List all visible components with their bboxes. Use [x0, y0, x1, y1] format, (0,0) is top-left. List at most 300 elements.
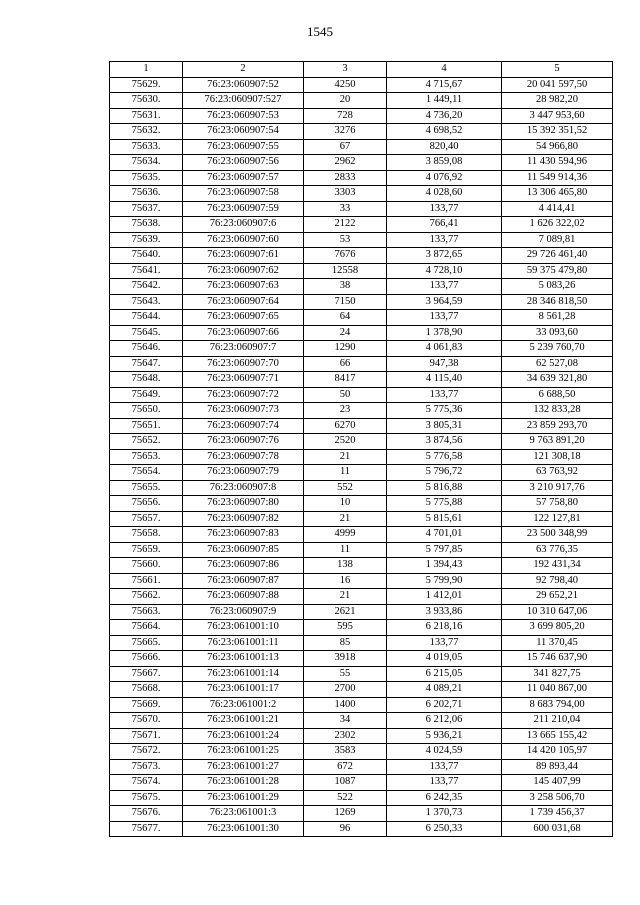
- cadastral-number-cell: 76:23:060907:6: [183, 217, 304, 233]
- specific-value-cell: 766,41: [387, 217, 502, 233]
- specific-value-cell: 5 936,21: [387, 728, 502, 744]
- cadastral-number-cell: 76:23:060907:8: [183, 480, 304, 496]
- row-number-cell: 75658.: [110, 527, 183, 543]
- specific-value-cell: 4 736,20: [387, 108, 502, 124]
- area-cell: 2962: [304, 155, 387, 171]
- specific-value-cell: 5 797,85: [387, 542, 502, 558]
- specific-value-cell: 4 728,10: [387, 263, 502, 279]
- cadastral-number-cell: 76:23:060907:65: [183, 310, 304, 326]
- cadastral-number-cell: 76:23:060907:53: [183, 108, 304, 124]
- row-number-cell: 75651.: [110, 418, 183, 434]
- cadastral-value-cell: 15 746 637,90: [502, 651, 613, 667]
- table-row: [110, 341, 613, 357]
- area-cell: 3276: [304, 124, 387, 140]
- specific-value-cell: 5 775,88: [387, 496, 502, 512]
- area-cell: 2700: [304, 682, 387, 698]
- area-cell: 522: [304, 790, 387, 806]
- cadastral-value-cell: 28 982,20: [502, 93, 613, 109]
- column-header-1: 1: [110, 62, 183, 78]
- row-number-cell: 75649.: [110, 387, 183, 403]
- cadastral-value-cell: 13 665 155,42: [502, 728, 613, 744]
- specific-value-cell: 5 815,61: [387, 511, 502, 527]
- table-row: [110, 387, 613, 403]
- cadastral-number-cell: 76:23:060907:55: [183, 139, 304, 155]
- cadastral-value-cell: 34 639 321,80: [502, 372, 613, 388]
- row-number-cell: 75640.: [110, 248, 183, 264]
- area-cell: 2122: [304, 217, 387, 233]
- cadastral-number-cell: 76:23:061001:27: [183, 759, 304, 775]
- specific-value-cell: 820,40: [387, 139, 502, 155]
- table-row: [110, 620, 613, 636]
- cadastral-value-cell: 29 726 461,40: [502, 248, 613, 264]
- table-row: [110, 651, 613, 667]
- specific-value-cell: 5 775,36: [387, 403, 502, 419]
- table-row: [110, 217, 613, 233]
- cadastral-value-cell: 341 827,75: [502, 666, 613, 682]
- cadastral-value-cell: 20 041 597,50: [502, 77, 613, 93]
- specific-value-cell: 4 701,01: [387, 527, 502, 543]
- specific-value-cell: 4 019,05: [387, 651, 502, 667]
- cadastral-value-cell: 600 031,68: [502, 821, 613, 837]
- area-cell: 7150: [304, 294, 387, 310]
- row-number-cell: 75631.: [110, 108, 183, 124]
- row-number-cell: 75656.: [110, 496, 183, 512]
- cadastral-value-cell: 23 859 293,70: [502, 418, 613, 434]
- row-number-cell: 75659.: [110, 542, 183, 558]
- cadastral-value-cell: 192 431,34: [502, 558, 613, 574]
- row-number-cell: 75637.: [110, 201, 183, 217]
- area-cell: 53: [304, 232, 387, 248]
- cadastral-number-cell: 76:23:060907:61: [183, 248, 304, 264]
- table-row: [110, 325, 613, 341]
- row-number-cell: 75646.: [110, 341, 183, 357]
- area-cell: 672: [304, 759, 387, 775]
- specific-value-cell: 5 776,58: [387, 449, 502, 465]
- specific-value-cell: 4 115,40: [387, 372, 502, 388]
- row-number-cell: 75676.: [110, 806, 183, 822]
- table-row: [110, 759, 613, 775]
- table-row: [110, 418, 613, 434]
- cadastral-value-cell: 28 346 818,50: [502, 294, 613, 310]
- cadastral-value-cell: 8 683 794,00: [502, 697, 613, 713]
- area-cell: 6270: [304, 418, 387, 434]
- row-number-cell: 75630.: [110, 93, 183, 109]
- table-row: [110, 310, 613, 326]
- cadastral-value-cell: 92 798,40: [502, 573, 613, 589]
- cadastral-number-cell: 76:23:060907:64: [183, 294, 304, 310]
- table-row: [110, 108, 613, 124]
- cadastral-number-cell: 76:23:060907:7: [183, 341, 304, 357]
- row-number-cell: 75662.: [110, 589, 183, 605]
- area-cell: 7676: [304, 248, 387, 264]
- row-number-cell: 75669.: [110, 697, 183, 713]
- cadastral-value-cell: 211 210,04: [502, 713, 613, 729]
- cadastral-value-cell: 57 758,80: [502, 496, 613, 512]
- specific-value-cell: 133,77: [387, 775, 502, 791]
- cadastral-number-cell: 76:23:060907:527: [183, 93, 304, 109]
- area-cell: 10: [304, 496, 387, 512]
- table-row: [110, 77, 613, 93]
- cadastral-value-cell: 23 500 348,99: [502, 527, 613, 543]
- cadastral-number-cell: 76:23:060907:83: [183, 527, 304, 543]
- cadastral-number-cell: 76:23:061001:30: [183, 821, 304, 837]
- area-cell: 3918: [304, 651, 387, 667]
- specific-value-cell: 1 449,11: [387, 93, 502, 109]
- area-cell: 55: [304, 666, 387, 682]
- specific-value-cell: 3 805,31: [387, 418, 502, 434]
- area-cell: 20: [304, 93, 387, 109]
- specific-value-cell: 3 874,56: [387, 434, 502, 450]
- cadastral-number-cell: 76:23:060907:57: [183, 170, 304, 186]
- row-number-cell: 75648.: [110, 372, 183, 388]
- cadastral-value-cell: 121 308,18: [502, 449, 613, 465]
- cadastral-value-cell: 29 652,21: [502, 589, 613, 605]
- area-cell: 8417: [304, 372, 387, 388]
- specific-value-cell: 133,77: [387, 201, 502, 217]
- row-number-cell: 75661.: [110, 573, 183, 589]
- table-row: [110, 356, 613, 372]
- area-cell: 67: [304, 139, 387, 155]
- area-cell: 21: [304, 589, 387, 605]
- cadastral-value-cell: 89 893,44: [502, 759, 613, 775]
- area-cell: 1400: [304, 697, 387, 713]
- table-row: [110, 806, 613, 822]
- row-number-cell: 75647.: [110, 356, 183, 372]
- cadastral-value-cell: 6 688,50: [502, 387, 613, 403]
- cadastral-value-cell: 15 392 351,52: [502, 124, 613, 140]
- cadastral-value-cell: 63 776,35: [502, 542, 613, 558]
- table-row: [110, 604, 613, 620]
- cadastral-value-cell: 13 306 465,80: [502, 186, 613, 202]
- area-cell: 4999: [304, 527, 387, 543]
- table-row: [110, 139, 613, 155]
- row-number-cell: 75657.: [110, 511, 183, 527]
- area-cell: 24: [304, 325, 387, 341]
- table-row: [110, 527, 613, 543]
- cadastral-number-cell: 76:23:060907:59: [183, 201, 304, 217]
- area-cell: 11: [304, 542, 387, 558]
- row-number-cell: 75650.: [110, 403, 183, 419]
- cadastral-number-cell: 76:23:060907:72: [183, 387, 304, 403]
- cadastral-number-cell: 76:23:060907:74: [183, 418, 304, 434]
- row-number-cell: 75663.: [110, 604, 183, 620]
- cadastral-value-table: [109, 61, 613, 837]
- table-row: [110, 93, 613, 109]
- cadastral-number-cell: 76:23:060907:60: [183, 232, 304, 248]
- table-row: [110, 279, 613, 295]
- row-number-cell: 75671.: [110, 728, 183, 744]
- table-row: [110, 682, 613, 698]
- specific-value-cell: 133,77: [387, 387, 502, 403]
- area-cell: 96: [304, 821, 387, 837]
- cadastral-value-cell: 9 763 891,20: [502, 434, 613, 450]
- table-row: [110, 434, 613, 450]
- row-number-cell: 75654.: [110, 465, 183, 481]
- cadastral-number-cell: 76:23:060907:88: [183, 589, 304, 605]
- cadastral-value-cell: 63 763,92: [502, 465, 613, 481]
- table-row: [110, 201, 613, 217]
- cadastral-number-cell: 76:23:060907:79: [183, 465, 304, 481]
- cadastral-value-cell: 8 561,28: [502, 310, 613, 326]
- specific-value-cell: 4 061,83: [387, 341, 502, 357]
- cadastral-value-cell: 3 699 805,20: [502, 620, 613, 636]
- table-row: [110, 155, 613, 171]
- area-cell: 552: [304, 480, 387, 496]
- area-cell: 2833: [304, 170, 387, 186]
- specific-value-cell: 6 202,71: [387, 697, 502, 713]
- specific-value-cell: 1 394,43: [387, 558, 502, 574]
- cadastral-value-cell: 122 127,81: [502, 511, 613, 527]
- cadastral-number-cell: 76:23:061001:2: [183, 697, 304, 713]
- cadastral-number-cell: 76:23:060907:78: [183, 449, 304, 465]
- cadastral-value-cell: 3 210 917,76: [502, 480, 613, 496]
- cadastral-value-cell: 11 040 867,00: [502, 682, 613, 698]
- cadastral-value-cell: 59 375 479,80: [502, 263, 613, 279]
- row-number-cell: 75660.: [110, 558, 183, 574]
- area-cell: 1087: [304, 775, 387, 791]
- specific-value-cell: 1 412,01: [387, 589, 502, 605]
- cadastral-value-cell: 54 966,80: [502, 139, 613, 155]
- cadastral-value-cell: 5 083,26: [502, 279, 613, 295]
- cadastral-number-cell: 76:23:060907:58: [183, 186, 304, 202]
- table-row: [110, 775, 613, 791]
- specific-value-cell: 3 933,86: [387, 604, 502, 620]
- table-row: [110, 248, 613, 264]
- cadastral-number-cell: 76:23:060907:80: [183, 496, 304, 512]
- area-cell: 12558: [304, 263, 387, 279]
- row-number-cell: 75636.: [110, 186, 183, 202]
- table-row: [110, 496, 613, 512]
- specific-value-cell: 4 698,52: [387, 124, 502, 140]
- row-number-cell: 75643.: [110, 294, 183, 310]
- area-cell: 3583: [304, 744, 387, 760]
- specific-value-cell: 5 816,88: [387, 480, 502, 496]
- cadastral-value-cell: 145 407,99: [502, 775, 613, 791]
- specific-value-cell: 3 859,08: [387, 155, 502, 171]
- area-cell: 4250: [304, 77, 387, 93]
- cadastral-number-cell: 76:23:060907:56: [183, 155, 304, 171]
- row-number-cell: 75634.: [110, 155, 183, 171]
- row-number-cell: 75664.: [110, 620, 183, 636]
- row-number-cell: 75674.: [110, 775, 183, 791]
- cadastral-value-cell: 7 089,81: [502, 232, 613, 248]
- cadastral-value-cell: 14 420 105,97: [502, 744, 613, 760]
- table-body: [110, 77, 613, 837]
- cadastral-number-cell: 76:23:061001:29: [183, 790, 304, 806]
- area-cell: 50: [304, 387, 387, 403]
- specific-value-cell: 6 250,33: [387, 821, 502, 837]
- specific-value-cell: 4 089,21: [387, 682, 502, 698]
- cadastral-number-cell: 76:23:061001:10: [183, 620, 304, 636]
- cadastral-value-cell: 33 093,60: [502, 325, 613, 341]
- area-cell: 23: [304, 403, 387, 419]
- table-header: [110, 62, 613, 78]
- row-number-cell: 75645.: [110, 325, 183, 341]
- page-number: 1545: [307, 24, 333, 39]
- specific-value-cell: 133,77: [387, 635, 502, 651]
- table-row: [110, 697, 613, 713]
- specific-value-cell: 133,77: [387, 232, 502, 248]
- specific-value-cell: 5 799,90: [387, 573, 502, 589]
- table-row: [110, 573, 613, 589]
- row-number-cell: 75667.: [110, 666, 183, 682]
- row-number-cell: 75665.: [110, 635, 183, 651]
- cadastral-value-cell: 3 447 953,60: [502, 108, 613, 124]
- table-row: [110, 465, 613, 481]
- cadastral-number-cell: 76:23:060907:71: [183, 372, 304, 388]
- cadastral-number-cell: 76:23:061001:24: [183, 728, 304, 744]
- area-cell: 21: [304, 511, 387, 527]
- cadastral-value-cell: 62 527,08: [502, 356, 613, 372]
- area-cell: 64: [304, 310, 387, 326]
- cadastral-number-cell: 76:23:060907:9: [183, 604, 304, 620]
- table-row: [110, 170, 613, 186]
- row-number-cell: 75629.: [110, 77, 183, 93]
- area-cell: 138: [304, 558, 387, 574]
- area-cell: 38: [304, 279, 387, 295]
- area-cell: 16: [304, 573, 387, 589]
- cadastral-number-cell: 76:23:060907:86: [183, 558, 304, 574]
- table-row: [110, 589, 613, 605]
- table-row: [110, 232, 613, 248]
- cadastral-number-cell: 76:23:060907:66: [183, 325, 304, 341]
- table-row: [110, 713, 613, 729]
- specific-value-cell: 133,77: [387, 759, 502, 775]
- cadastral-value-cell: 11 370,45: [502, 635, 613, 651]
- specific-value-cell: 1 370,73: [387, 806, 502, 822]
- row-number-cell: 75642.: [110, 279, 183, 295]
- area-cell: 21: [304, 449, 387, 465]
- table-row: [110, 666, 613, 682]
- specific-value-cell: 133,77: [387, 310, 502, 326]
- specific-value-cell: 3 872,65: [387, 248, 502, 264]
- specific-value-cell: 6 242,35: [387, 790, 502, 806]
- area-cell: 85: [304, 635, 387, 651]
- column-header-2: 2: [183, 62, 304, 78]
- specific-value-cell: 4 024,59: [387, 744, 502, 760]
- row-number-cell: 75632.: [110, 124, 183, 140]
- cadastral-number-cell: 76:23:061001:3: [183, 806, 304, 822]
- row-number-cell: 75672.: [110, 744, 183, 760]
- specific-value-cell: 133,77: [387, 279, 502, 295]
- table-row: [110, 728, 613, 744]
- cadastral-value-cell: 5 239 760,70: [502, 341, 613, 357]
- cadastral-number-cell: 76:23:060907:82: [183, 511, 304, 527]
- cadastral-number-cell: 76:23:060907:52: [183, 77, 304, 93]
- row-number-cell: 75639.: [110, 232, 183, 248]
- row-number-cell: 75653.: [110, 449, 183, 465]
- row-number-cell: 75641.: [110, 263, 183, 279]
- cadastral-value-cell: 4 414,41: [502, 201, 613, 217]
- table-row: [110, 635, 613, 651]
- table-row: [110, 558, 613, 574]
- cadastral-number-cell: 76:23:060907:70: [183, 356, 304, 372]
- cadastral-number-cell: 76:23:060907:63: [183, 279, 304, 295]
- area-cell: 595: [304, 620, 387, 636]
- area-cell: 33: [304, 201, 387, 217]
- area-cell: 2621: [304, 604, 387, 620]
- row-number-cell: 75633.: [110, 139, 183, 155]
- specific-value-cell: 5 796,72: [387, 465, 502, 481]
- specific-value-cell: 6 212,06: [387, 713, 502, 729]
- row-number-cell: 75638.: [110, 217, 183, 233]
- row-number-cell: 75666.: [110, 651, 183, 667]
- row-number-cell: 75675.: [110, 790, 183, 806]
- cadastral-value-cell: 11 430 594,96: [502, 155, 613, 171]
- column-header-3: 3: [304, 62, 387, 78]
- cadastral-number-cell: 76:23:060907:85: [183, 542, 304, 558]
- cadastral-value-cell: 10 310 647,06: [502, 604, 613, 620]
- column-header-5: 5: [502, 62, 613, 78]
- area-cell: 34: [304, 713, 387, 729]
- row-number-cell: 75673.: [110, 759, 183, 775]
- cadastral-number-cell: 76:23:061001:28: [183, 775, 304, 791]
- cadastral-number-cell: 76:23:061001:14: [183, 666, 304, 682]
- table-row: [110, 511, 613, 527]
- specific-value-cell: 4 076,92: [387, 170, 502, 186]
- cadastral-number-cell: 76:23:061001:13: [183, 651, 304, 667]
- area-cell: 728: [304, 108, 387, 124]
- cadastral-number-cell: 76:23:060907:62: [183, 263, 304, 279]
- table-row: [110, 790, 613, 806]
- table-row: [110, 294, 613, 310]
- table-row: [110, 542, 613, 558]
- row-number-cell: 75635.: [110, 170, 183, 186]
- specific-value-cell: 1 378,90: [387, 325, 502, 341]
- specific-value-cell: 4 028,60: [387, 186, 502, 202]
- area-cell: 1290: [304, 341, 387, 357]
- table-row: [110, 186, 613, 202]
- table-row: [110, 744, 613, 760]
- cadastral-value-cell: 1 626 322,02: [502, 217, 613, 233]
- row-number-cell: 75670.: [110, 713, 183, 729]
- row-number-cell: 75655.: [110, 480, 183, 496]
- row-number-cell: 75668.: [110, 682, 183, 698]
- table-row: [110, 821, 613, 837]
- cadastral-value-cell: 1 739 456,37: [502, 806, 613, 822]
- area-cell: 1269: [304, 806, 387, 822]
- area-cell: 11: [304, 465, 387, 481]
- cadastral-number-cell: 76:23:060907:54: [183, 124, 304, 140]
- specific-value-cell: 4 715,67: [387, 77, 502, 93]
- area-cell: 66: [304, 356, 387, 372]
- table-row: [110, 263, 613, 279]
- cadastral-number-cell: 76:23:060907:87: [183, 573, 304, 589]
- table-header-row: [110, 62, 613, 78]
- cadastral-number-cell: 76:23:061001:21: [183, 713, 304, 729]
- area-cell: 2520: [304, 434, 387, 450]
- area-cell: 2302: [304, 728, 387, 744]
- cadastral-number-cell: 76:23:061001:25: [183, 744, 304, 760]
- specific-value-cell: 6 215,05: [387, 666, 502, 682]
- cadastral-value-cell: 3 258 506,70: [502, 790, 613, 806]
- cadastral-number-cell: 76:23:060907:73: [183, 403, 304, 419]
- cadastral-value-cell: 132 833,28: [502, 403, 613, 419]
- row-number-cell: 75677.: [110, 821, 183, 837]
- cadastral-value-cell: 11 549 914,36: [502, 170, 613, 186]
- specific-value-cell: 3 964,59: [387, 294, 502, 310]
- table-row: [110, 124, 613, 140]
- row-number-cell: 75644.: [110, 310, 183, 326]
- area-cell: 3303: [304, 186, 387, 202]
- column-header-4: 4: [387, 62, 502, 78]
- row-number-cell: 75652.: [110, 434, 183, 450]
- table-row: [110, 449, 613, 465]
- table-row: [110, 403, 613, 419]
- table-row: [110, 372, 613, 388]
- cadastral-number-cell: 76:23:061001:17: [183, 682, 304, 698]
- specific-value-cell: 947,38: [387, 356, 502, 372]
